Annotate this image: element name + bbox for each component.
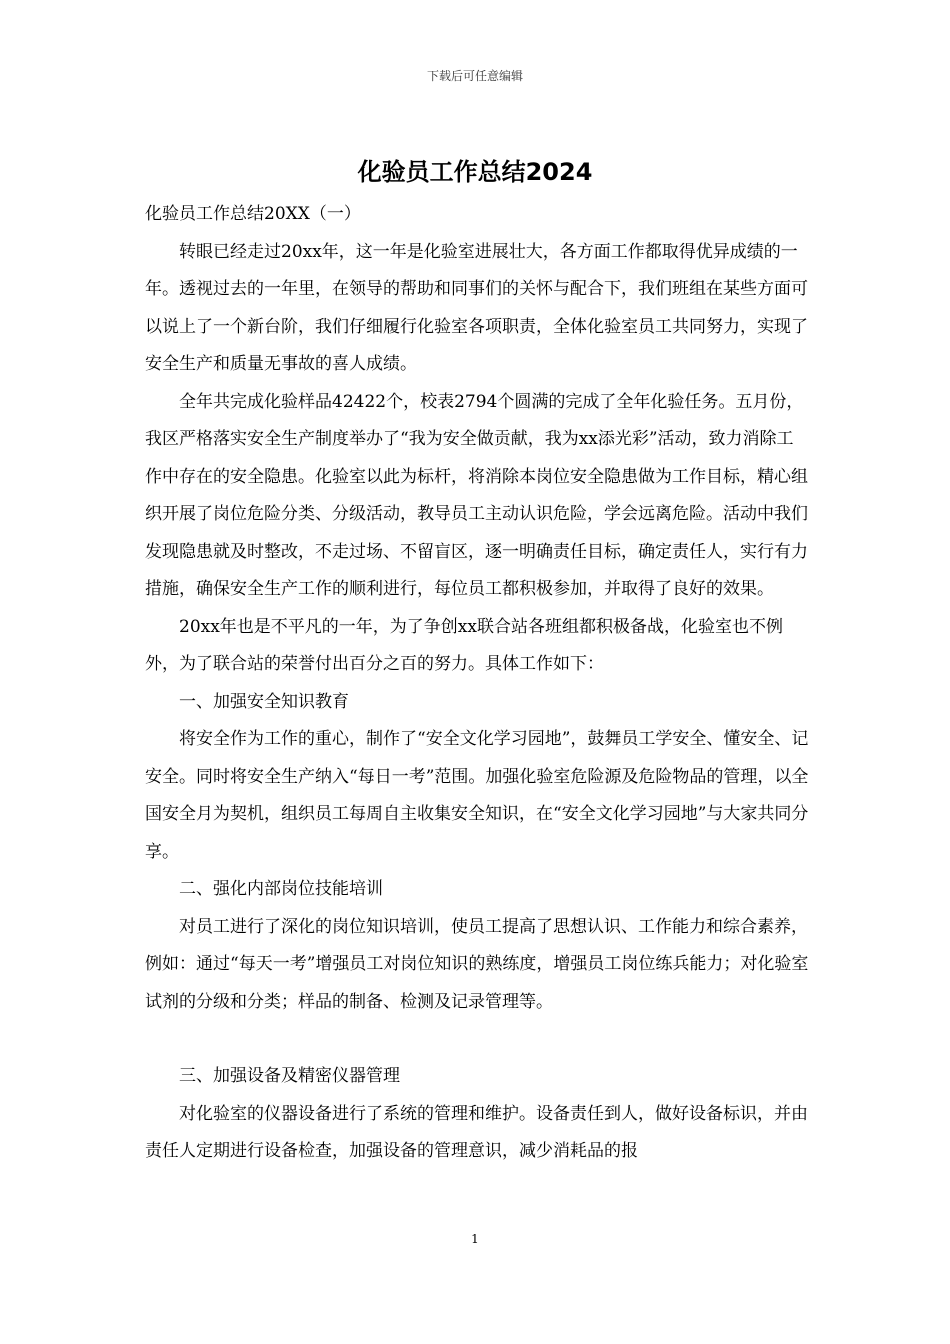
document-body [145, 196, 810, 1171]
section-text: 对化验室的仪器设备进行了系统的管理和维护。设备责任到人，做好设备标识，并由责任人定期进行设备检查，加强设备的管理意识，减少消耗品的报 [145, 1103, 808, 1161]
paragraph: 全年共完成化验样品42422个，校表2794个圆满的完成了全年化验任务。五月份，我区严格落实安全生产制度举办了“我为安全做贡献，我为xx添光彩”活动，致力消除工作中存在的安全隐患。化验室以此为标杆，将消除本岗位安全隐患做为工作目标，精心组织开展了岗位危险分类、分级活动，教导员工主动认识危险，学会远离危险。活动中我们发现隐患就及时整改，不走过场、不留盲区，逐一明确责任目标，确定责任人，实行有力措施，确保安全生产工作的顺利进行，每位员工都积极参加，并取得了良好的效果。 [145, 391, 808, 599]
page-number: 1 [471, 1232, 479, 1246]
section-heading: 一、加强安全知识教育 [179, 691, 349, 712]
section-text: 对员工进行了深化的岗位知识培训，使员工提高了思想认识、工作能力和综合素养，例如：通过“每天一考”增强员工对岗位知识的熟练度，增强员工岗位练兵能力；对化验室试剂的分级和分类；样品的制备、检测及记录管理等。 [145, 916, 809, 1012]
blank-line [145, 1021, 810, 1058]
document-title: 化验员工作总结2024 [357, 158, 593, 186]
section-heading: 二、强化内部岗位技能培训 [179, 879, 383, 899]
page-header: 下载后可任意编辑 [426, 69, 523, 83]
section-text: 将安全作为工作的重心，制作了“安全文化学习园地”，鼓舞员工学安全、懂安全、记安全。同时将安全生产纳入“每日一考”范围。加强化验室危险源及危险物品的管理，以全国安全月为契机，组织员工每周自主收集安全知识，在“安全文化学习园地”与大家共同分享。 [145, 729, 809, 862]
paragraph: 20xx年也是不平凡的一年，为了争创xx联合站各班组都积极备战，化验室也不例外，为了联合站的荣誉付出百分之百的努力。具体工作如下： [145, 616, 783, 674]
paragraph: 转眼已经走过20xx年，这一年是化验室进展壮大，各方面工作都取得优异成绩的一年。透视过去的一年里，在领导的帮助和同事们的关怀与配合下，我们班组在某些方面可以说上了一个新台阶，我们仔细履行化验室各项职责，全体化验室员工共同努力，实现了安全生产和质量无事故的喜人成绩。 [145, 241, 808, 374]
section-heading: 三、加强设备及精密仪器管理 [179, 1066, 400, 1086]
document-subtitle: 化验员工作总结20XX（一） [145, 204, 361, 224]
